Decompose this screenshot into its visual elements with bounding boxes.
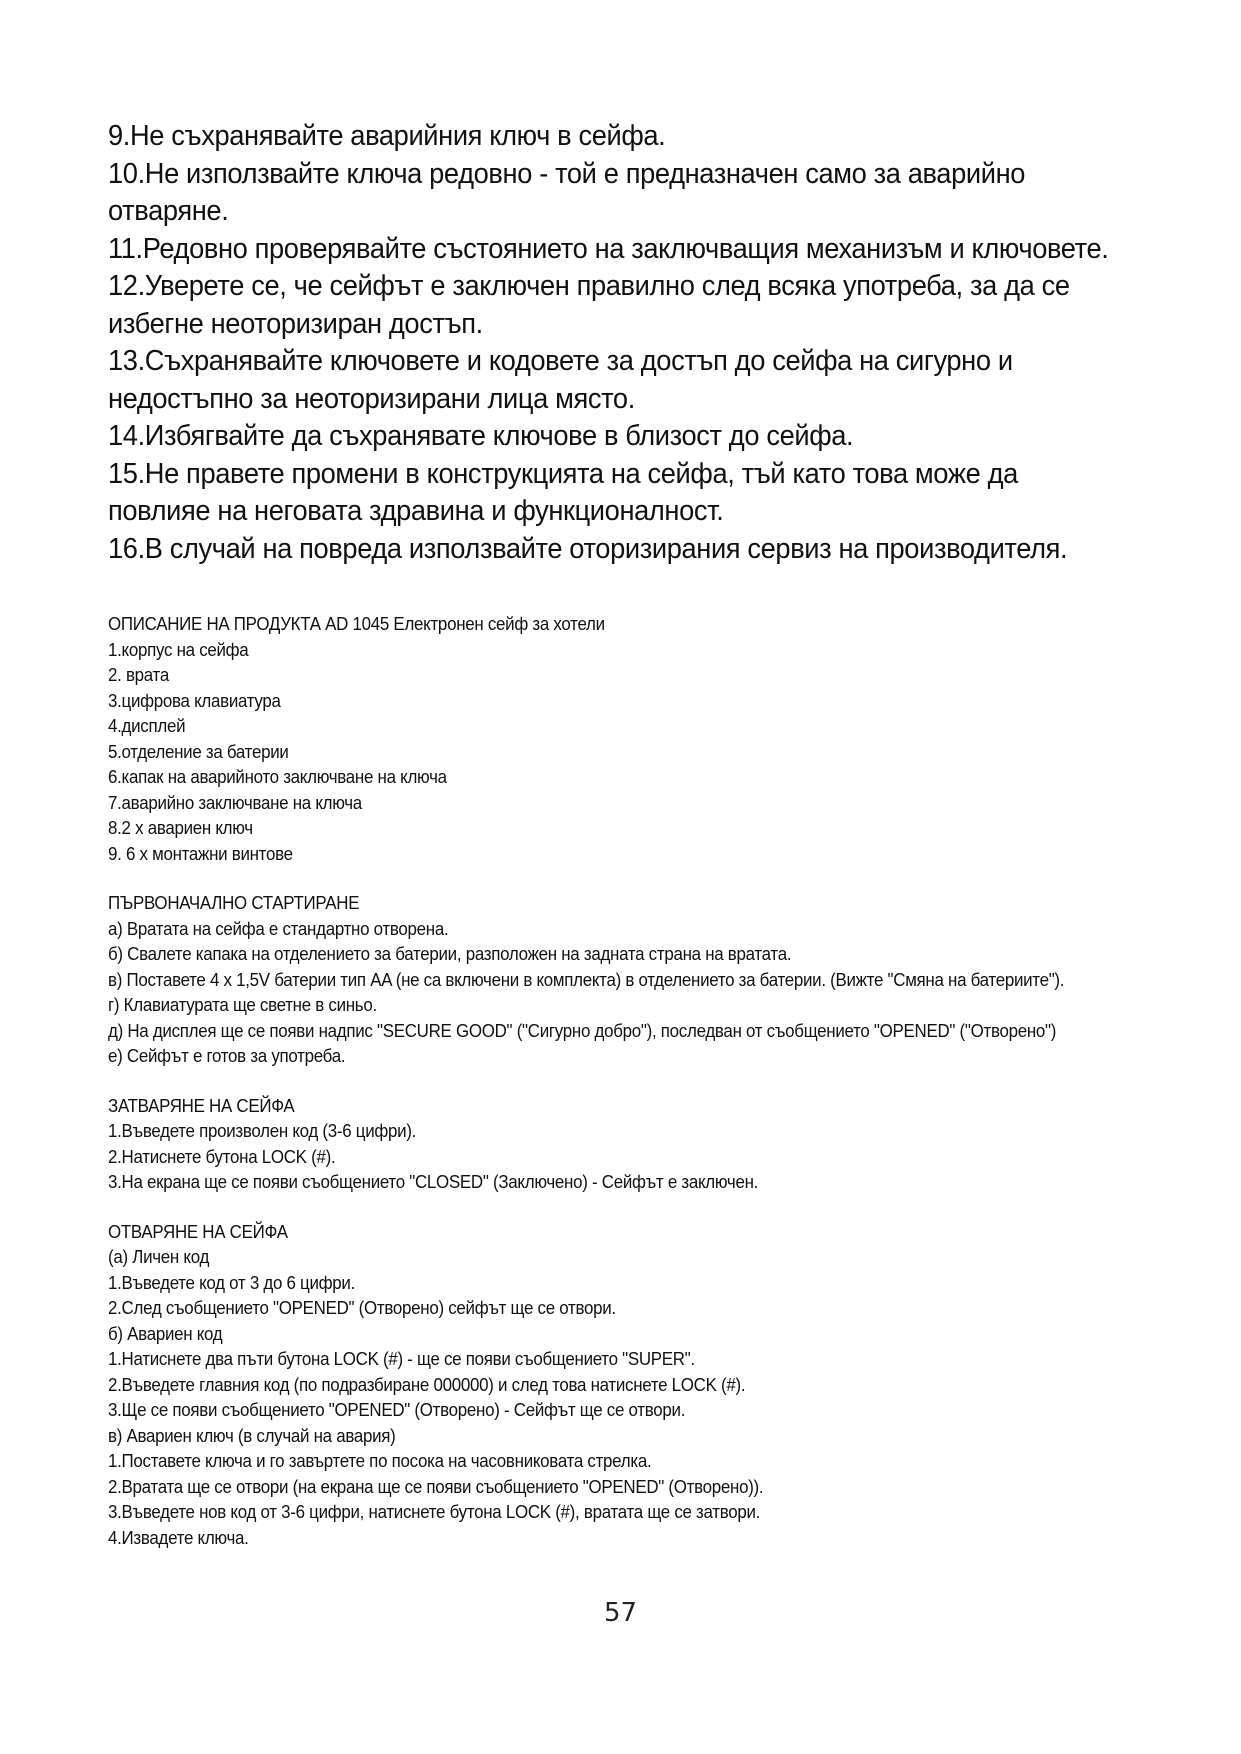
warning-item: 11.Редовно проверявайте състоянието на заключващия механизъм и ключовете. xyxy=(108,232,1109,265)
section-title: ОТВАРЯНЕ НА СЕЙФА xyxy=(108,1221,288,1242)
list-item: е) Сейфът е готов за употреба. xyxy=(108,1046,346,1066)
product-description-section xyxy=(108,612,1133,867)
list-item: б) Свалете капака на отделението за батерии, разположен на задната страна на вратата. xyxy=(108,944,792,964)
list-item: (а) Личен код xyxy=(108,1247,210,1267)
warning-item: 12.Уверете се, че сейфът е заключен правилно след всяка употреба, за да се избегне неоторизиран достъп. xyxy=(108,270,1070,340)
instructions xyxy=(108,612,1133,1575)
list-item: а) Вратата на сейфа е стандартно отворена. xyxy=(108,918,449,939)
warning-item: 13.Съхранявайте ключовете и кодовете за достъп до сейфа на сигурно и недостъпно за неоторизирани лица място. xyxy=(108,345,1013,415)
safety-warnings-list xyxy=(108,118,1123,568)
section-title: ПЪРВОНАЧАЛНО СТАРТИРАНЕ xyxy=(108,893,360,913)
list-item: 8.2 x авариен ключ xyxy=(108,818,253,838)
opening-section xyxy=(108,1220,1133,1552)
list-item: д) На дисплея ще се появи надпис "SECURE GOOD" ("Сигурно добро"), последван от съобщението "OPENED" ("Отворено") xyxy=(108,1020,1057,1041)
list-item: 1.Въведете произволен код (3-6 цифри). xyxy=(108,1121,417,1141)
warning-item: 9.Не съхранявайте аварийния ключ в сейфа. xyxy=(108,120,666,152)
list-item: 1.Натиснете два пъти бутона LOCK (#) - ще се появи съобщението "SUPER". xyxy=(108,1349,695,1369)
list-item: 5.отделение за батерии xyxy=(108,741,289,762)
warning-item: 15.Не правете промени в конструкцията на сейфа, тъй като това може да повлияе на неговата здравина и функционалност. xyxy=(108,457,1018,527)
section-title: ОПИСАНИЕ НА ПРОДУКТА AD 1045 Електронен сейф за хотели xyxy=(108,614,605,634)
list-item: 2.Вратата ще се отвори (на екрана ще се появи съобщението "OPENED" (Отворено)). xyxy=(108,1476,764,1497)
list-item: б) Авариен код xyxy=(108,1323,223,1344)
list-item: 4.дисплей xyxy=(108,716,186,736)
list-item: 3.цифрова клавиатура xyxy=(108,690,281,711)
warning-item: 14.Избягвайте да съхранявате ключове в близост до сейфа. xyxy=(108,420,854,452)
warning-item: 10.Не използвайте ключа редовно - той е предназначен само за аварийно отваряне. xyxy=(108,157,1026,227)
list-item: 4.Извадете ключа. xyxy=(108,1527,249,1548)
list-item: в) Поставете 4 x 1,5V батерии тип AA (не са включени в комплекта) в отделението за батерии. (Вижте "Смяна на батериите"). xyxy=(108,969,1065,990)
list-item: 2.Въведете главния код (по подразбиране 000000) и след това натиснете LOCK (#). xyxy=(108,1374,746,1395)
list-item: в) Авариен ключ (в случай на авария) xyxy=(108,1425,396,1446)
initial-startup-section xyxy=(108,891,1133,1070)
list-item: 2.След съобщението "OPENED" (Отворено) сейфът ще се отвори. xyxy=(108,1298,616,1318)
list-item: 1.Поставете ключа и го завъртете по посока на часовниковата стрелка. xyxy=(108,1451,652,1471)
list-item: 6.капак на аварийното заключване на ключа xyxy=(108,767,447,787)
list-item: 1.Въведете код от 3 до 6 цифри. xyxy=(108,1272,355,1293)
list-item: 2. врата xyxy=(108,665,169,685)
page-number: 57 xyxy=(603,1598,638,1628)
list-item: 7.аварийно заключване на ключа xyxy=(108,792,362,813)
list-item: 2.Натиснете бутона LOCK (#). xyxy=(108,1146,336,1167)
warning-item: 16.В случай на повреда използвайте оторизирания сервиз на производителя. xyxy=(108,532,1068,565)
closing-section xyxy=(108,1094,1133,1196)
list-item: 3.Въведете нов код от 3-6 цифри, натиснете бутона LOCK (#), вратата ще се затвори. xyxy=(108,1502,761,1522)
list-item: 3.Ще се появи съобщението "OPENED" (Отворено) - Сейфът ще се отвори. xyxy=(108,1400,686,1420)
list-item: 3.На екрана ще се появи съобщението "CLOSED" (Заключено) - Сейфът е заключен. xyxy=(108,1172,759,1192)
list-item: г) Клавиатурата ще светне в синьо. xyxy=(108,995,377,1015)
section-title: ЗАТВАРЯНЕ НА СЕЙФА xyxy=(108,1095,295,1116)
list-item: 9. 6 x монтажни винтове xyxy=(108,843,293,864)
list-item: 1.корпус на сейфа xyxy=(108,639,249,660)
